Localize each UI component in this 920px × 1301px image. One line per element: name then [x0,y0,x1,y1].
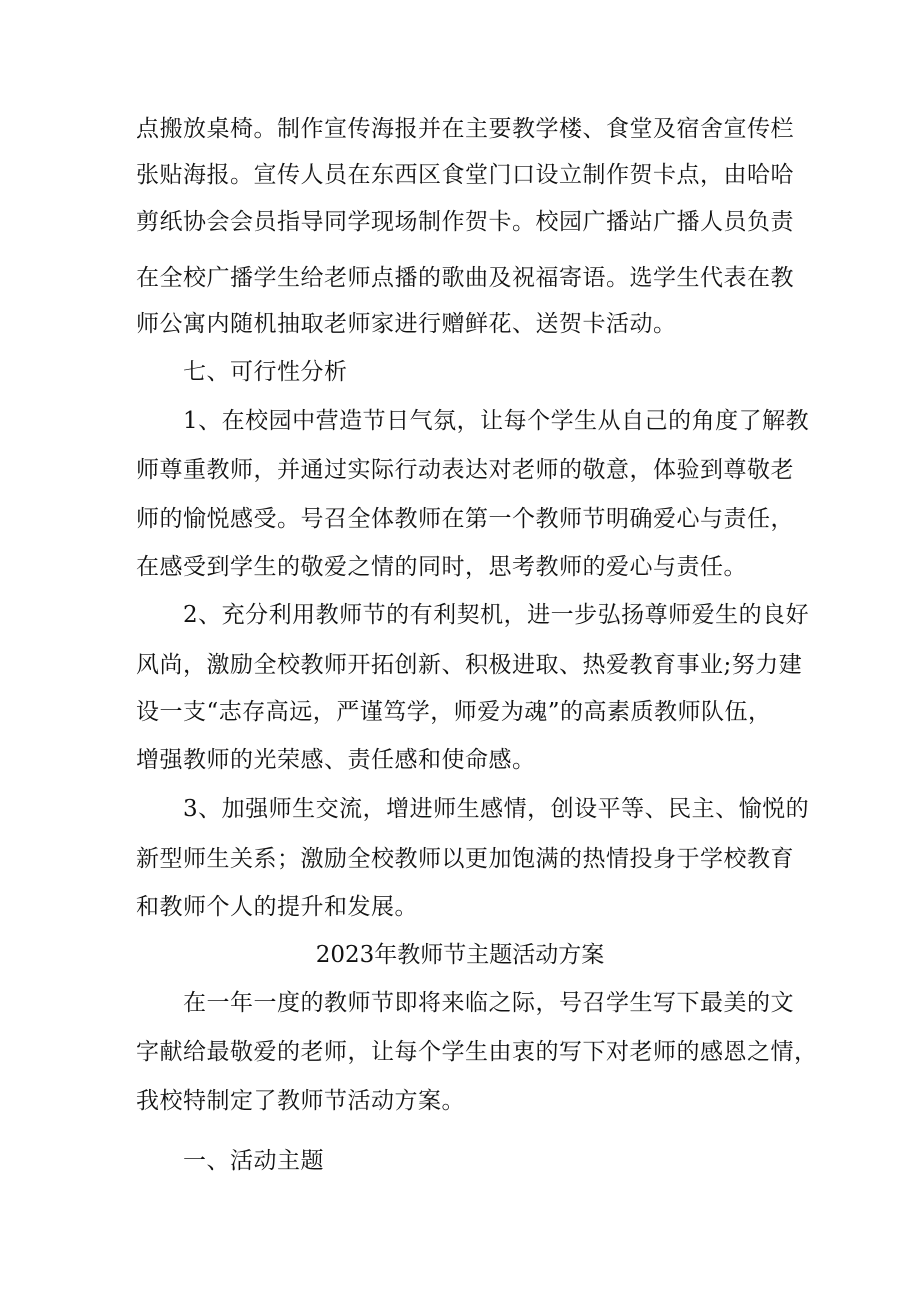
paragraph-line: 师的愉悦感受。号召全体教师在第一个教师节明确爱心与责任， [136,506,794,532]
paragraph-line: 我校特制定了教师节活动方案。 [136,1088,465,1114]
section-heading-1: 一、活动主题 [183,1148,324,1174]
paragraph-line: 增强教师的光荣感、责任感和使命感。 [136,747,536,773]
paragraph-line: 2、充分利用教师节的有利契机，进一步弘扬尊师爱生的良好 [183,602,810,628]
paragraph-line: 在一年一度的教师节即将来临之际，号召学生写下最美的文 [183,990,794,1016]
paragraph-line: 点搬放桌椅。制作宣传海报并在主要教学楼、食堂及宿舍宣传栏 [136,116,794,142]
paragraph-line: 新型师生关系；激励全校教师以更加饱满的热情投身于学校教育 [136,846,794,872]
paragraph-line: 张贴海报。宣传人员在东西区食堂门口设立制作贺卡点，由哈哈 [136,162,794,188]
paragraph-line: 1、在校园中营造节日气氛，让每个学生从自己的角度了解教 [183,408,810,434]
paragraph-line: 师公寓内随机抽取老师家进行赠鲜花、送贺卡活动。 [136,311,677,337]
paragraph-line: 剪纸协会会员指导同学现场制作贺卡。校园广播站广播人员负责 [136,209,794,235]
paragraph-line: 师尊重教师，并通过实际行动表达对老师的敬意，体验到尊敬老 [136,457,794,483]
paragraph-line: 3、加强师生交流，增进师生感情，创设平等、民主、愉悦的 [183,796,810,822]
document-title: 2023年教师节主题活动方案 [315,942,605,968]
paragraph-line: 字献给最敬爱的老师，让每个学生由衷的写下对老师的感恩之情， [136,1039,818,1065]
paragraph-line: 设一支“志存高远，严谨笃学，师爱为魂”的高素质教师队伍， [136,699,772,725]
paragraph-line: 和教师个人的提升和发展。 [136,894,418,920]
paragraph-line: 在感受到学生的敬爱之情的同时，思考教师的爱心与责任。 [136,554,747,580]
paragraph-line: 在全校广播学生给老师点播的歌曲及祝福寄语。选学生代表在教 [136,265,794,291]
paragraph-line: 风尚，激励全校教师开拓创新、积极进取、热爱教育事业;努力建 [136,652,803,678]
section-heading-7: 七、可行性分析 [183,359,348,385]
